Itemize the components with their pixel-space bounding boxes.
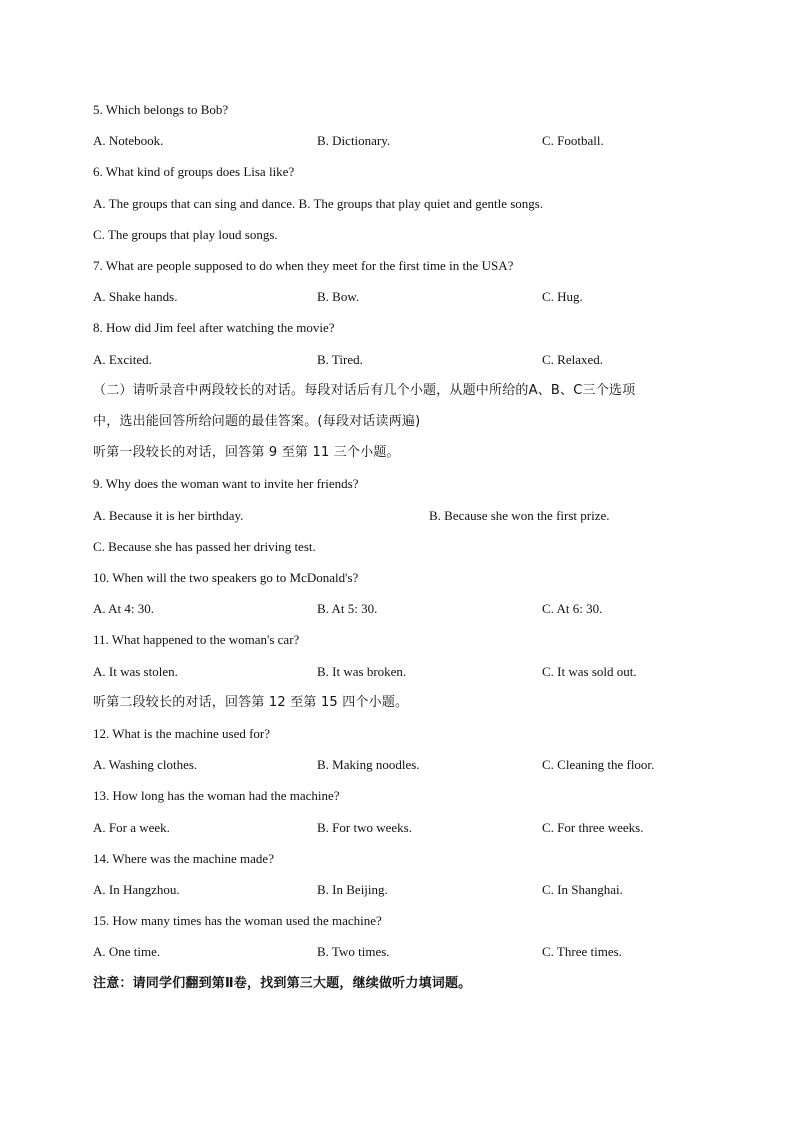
q14-option-c: C. In Shanghai. — [542, 882, 623, 897]
notice-text: 注意：请同学们翻到第Ⅱ卷，找到第三大题，继续做听力填词题。 — [93, 976, 472, 991]
q15-option-c: C. Three times. — [542, 944, 622, 959]
q10-option-b: B. At 5: 30. — [317, 601, 378, 616]
q5-option-b: B. Dictionary. — [317, 133, 391, 148]
q7-option-a: A. Shake hands. — [93, 289, 178, 304]
question-7: 7. What are people supposed to do when they meet for the first time in the USA? — [93, 258, 514, 273]
question-6: 6. What kind of groups does Lisa like? — [93, 164, 295, 179]
q8-option-c: C. Relaxed. — [542, 352, 604, 367]
q7-option-b: B. Bow. — [317, 289, 360, 304]
q9-option-c: C. Because she has passed her driving test. — [93, 539, 316, 554]
question-14: 14. Where was the machine made? — [93, 851, 274, 866]
question-9: 9. Why does the woman want to invite her friends? — [93, 476, 359, 491]
question-12: 12. What is the machine used for? — [93, 726, 271, 741]
q11-option-c: C. It was sold out. — [542, 664, 637, 679]
q9-option-b: B. Because she won the first prize. — [429, 508, 610, 523]
question-10: 10. When will the two speakers go to McDonald's? — [93, 570, 359, 585]
dialog-2-intro: 听第二段较长的对话，回答第 12 至第 15 四个小题。 — [93, 695, 409, 710]
dialog-1-intro: 听第一段较长的对话，回答第 9 至第 11 三个小题。 — [93, 445, 400, 460]
q13-option-b: B. For two weeks. — [317, 820, 412, 835]
question-13: 13. How long has the woman had the machine? — [93, 788, 340, 803]
q7-option-c: C. Hug. — [542, 289, 583, 304]
question-15: 15. How many times has the woman used the machine? — [93, 913, 382, 928]
q8-option-a: A. Excited. — [93, 352, 152, 367]
q15-option-b: B. Two times. — [317, 944, 390, 959]
q8-option-b: B. Tired. — [317, 352, 363, 367]
q12-option-c: C. Cleaning the floor. — [542, 757, 655, 772]
question-11: 11. What happened to the woman's car? — [93, 632, 300, 647]
q14-option-a: A. In Hangzhou. — [93, 882, 180, 897]
q15-option-a: A. One time. — [93, 944, 161, 959]
q13-option-a: A. For a week. — [93, 820, 170, 835]
q12-option-a: A. Washing clothes. — [93, 757, 198, 772]
q5-option-c: C. Football. — [542, 133, 604, 148]
q10-option-c: C. At 6: 30. — [542, 601, 603, 616]
q10-option-a: A. At 4: 30. — [93, 601, 155, 616]
q6-options-ab: A. The groups that can sing and dance. B. The groups that play quiet and gentle songs. — [93, 196, 544, 211]
question-5: 5. Which belongs to Bob? — [93, 102, 229, 117]
q9-option-a: A. Because it is her birthday. — [93, 508, 244, 523]
section-2-instructions-line1: （二）请听录音中两段较长的对话。每段对话后有几个小题，从题中所给的A、B、C三个选项 — [93, 383, 636, 398]
section-2-instructions-line2: 中，选出能回答所给问题的最佳答案。(每段对话读两遍) — [93, 414, 421, 429]
q11-option-b: B. It was broken. — [317, 664, 407, 679]
q6-option-c: C. The groups that play loud songs. — [93, 227, 278, 242]
q12-option-b: B. Making noodles. — [317, 757, 420, 772]
question-8: 8. How did Jim feel after watching the movie? — [93, 320, 335, 335]
q5-option-a: A. Notebook. — [93, 133, 164, 148]
q11-option-a: A. It was stolen. — [93, 664, 178, 679]
q14-option-b: B. In Beijing. — [317, 882, 388, 897]
q13-option-c: C. For three weeks. — [542, 820, 644, 835]
